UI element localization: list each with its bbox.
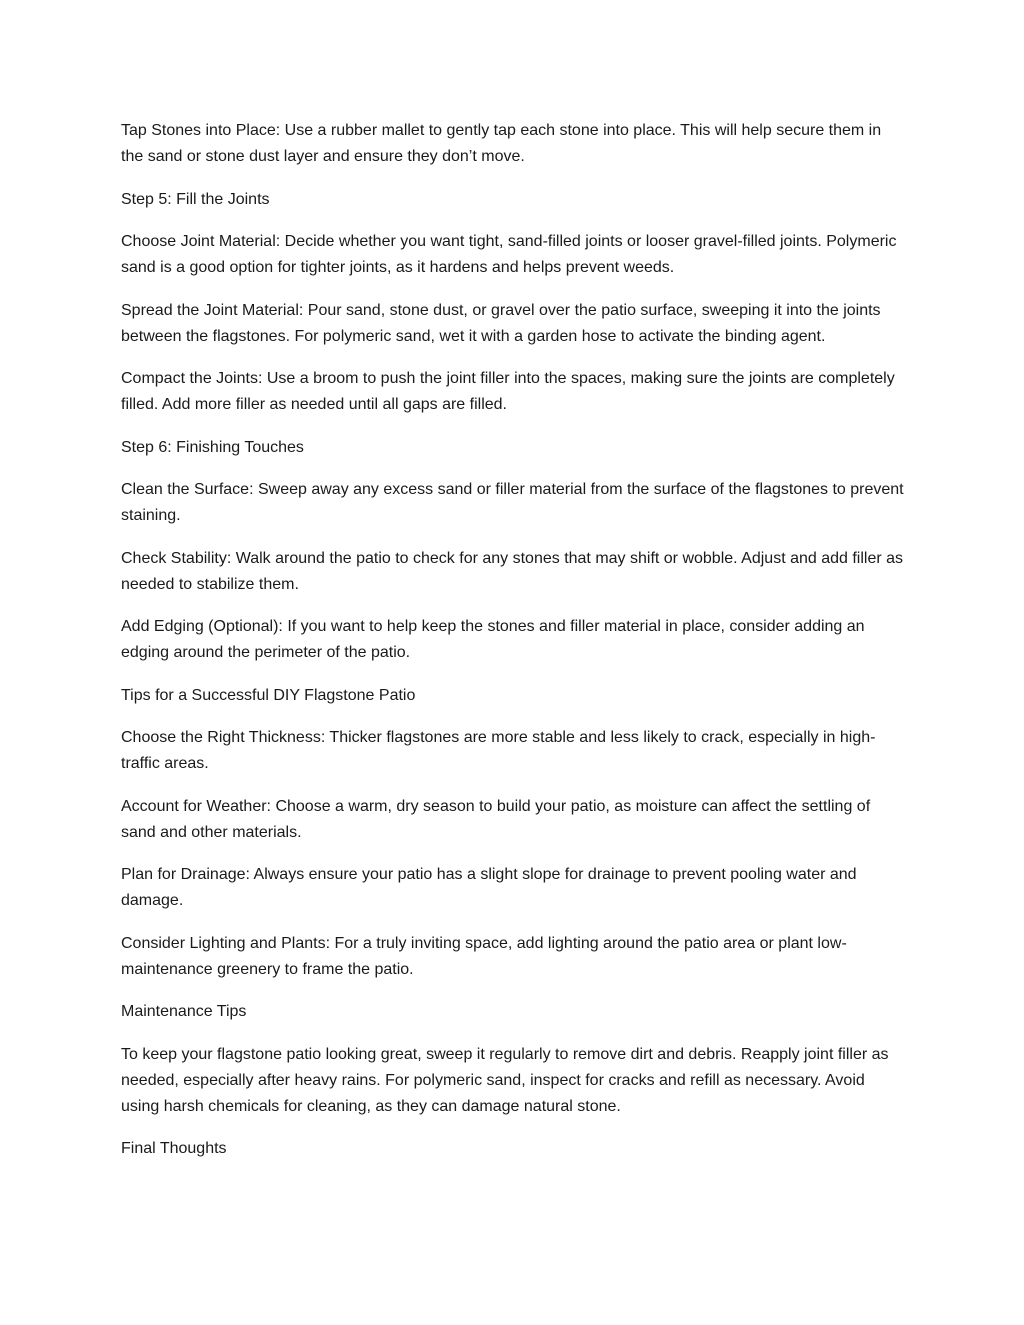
paragraph-plan-drainage: Plan for Drainage: Always ensure your patio has a slight slope for drainage to prevent pooling water and damage. xyxy=(121,866,857,909)
heading-tips: Tips for a Successful DIY Flagstone Patio xyxy=(121,686,416,704)
heading-maintenance-tips: Maintenance Tips xyxy=(121,1003,247,1020)
heading-step-5: Step 5: Fill the Joints xyxy=(121,190,270,208)
paragraph-compact-joints: Compact the Joints: Use a broom to push the joint filler into the spaces, making sure the joints are completely filled. Add more filler as needed until all gaps are filled. xyxy=(121,370,895,413)
paragraph-choose-joint-material: Choose Joint Material: Decide whether you want tight, sand-filled joints or looser gravel-filled joints. Polymeric sand is a good option for tighter joints, as it hardens and helps prevent weeds. xyxy=(121,233,897,276)
paragraph-clean-surface: Clean the Surface: Sweep away any excess sand or filler material from the surface of the flagstones to prevent staining. xyxy=(121,481,904,524)
paragraph-spread-joint-material: Spread the Joint Material: Pour sand, stone dust, or gravel over the patio surface, sweeping it into the joints between the flagstones. For polymeric sand, wet it with a garden hose to activate the binding agent. xyxy=(121,301,881,345)
paragraph-add-edging: Add Edging (Optional): If you want to help keep the stones and filler material in place, consider adding an edging around the perimeter of the patio. xyxy=(121,618,865,661)
paragraph-right-thickness: Choose the Right Thickness: Thicker flagstones are more stable and less likely to crack, especially in high-traffic areas. xyxy=(121,729,876,772)
paragraph-check-stability: Check Stability: Walk around the patio to check for any stones that may shift or wobble. Adjust and add filler as needed to stabilize them. xyxy=(121,549,904,593)
paragraph-tap-stones: Tap Stones into Place: Use a rubber mallet to gently tap each stone into place. This will help secure them in the sand or stone dust layer and ensure they don’t move. xyxy=(121,122,882,165)
paragraph-account-weather: Account for Weather: Choose a warm, dry season to build your patio, as moisture can affect the settling of sand and other materials. xyxy=(121,797,871,841)
heading-final-thoughts: Final Thoughts xyxy=(121,1140,227,1157)
paragraph-maintenance: To keep your flagstone patio looking great, sweep it regularly to remove dirt and debris. Reapply joint filler as needed, especially after heavy rains. For polymeric sand, inspect for cracks and refill as necessary. Avoid using harsh chemicals for cleaning, as they can damage natural stone. xyxy=(121,1045,889,1115)
document-body xyxy=(121,118,906,1179)
heading-step-6: Step 6: Finishing Touches xyxy=(121,438,304,456)
paragraph-lighting-plants: Consider Lighting and Plants: For a truly inviting space, add lighting around the patio area or plant low-maintenance greenery to frame the patio. xyxy=(121,934,847,978)
